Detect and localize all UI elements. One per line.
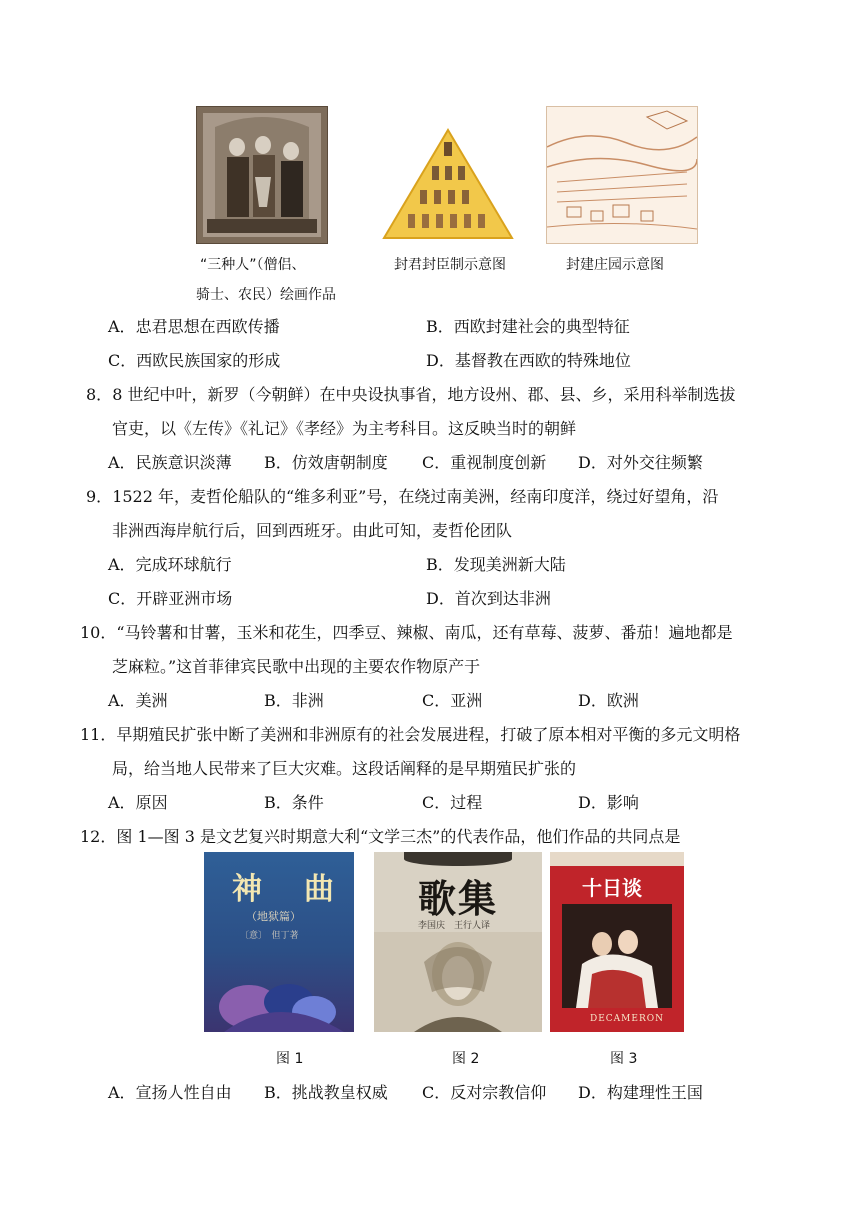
option-letter: C． (422, 453, 451, 472)
book-subtitle: DECAMERON (590, 1014, 664, 1024)
option-letter: A． (108, 691, 136, 710)
option-text: 民族意识淡薄 (135, 453, 232, 472)
book-cover-decameron (550, 852, 684, 1032)
option-letter: C． (108, 589, 137, 608)
question-11-line1 (80, 722, 740, 745)
option-text: 反对宗教信仰 (450, 1083, 547, 1102)
option-letter: D． (426, 589, 455, 608)
book-cover-divine-comedy (204, 852, 354, 1032)
option-letter: C． (422, 793, 451, 812)
option-text: 欧洲 (606, 691, 639, 710)
question-12-line1 (80, 824, 680, 847)
option-q11-c[interactable] (422, 790, 482, 813)
manor-sketch (546, 106, 698, 244)
option-q12-a[interactable] (108, 1080, 232, 1103)
question-stem: “马铃薯和甘薯，玉米和花生，四季豆、辣椒、南瓜，还有草莓、菠萝、番茄！遍地都是 (116, 623, 733, 642)
option-text: 影响 (606, 793, 639, 812)
option-letter: B． (426, 317, 454, 336)
option-text: 构建理性王国 (606, 1083, 703, 1102)
option-text: 非洲 (291, 691, 324, 710)
figure-caption-three-estates-1: “三种人”（僧侣、 (200, 257, 306, 273)
option-letter: D． (578, 453, 607, 472)
option-q8-d[interactable] (578, 450, 703, 473)
option-q8-b[interactable] (264, 450, 388, 473)
option-q11-a[interactable] (108, 790, 168, 813)
option-q12-d[interactable] (578, 1080, 703, 1103)
option-q9-a[interactable] (108, 552, 232, 575)
cover-top-strip (550, 852, 684, 866)
option-text: 过程 (450, 793, 483, 812)
pyramid-icon (382, 128, 514, 240)
option-q9-b[interactable] (426, 552, 566, 575)
option-q10-c[interactable] (422, 688, 482, 711)
option-letter: A． (108, 453, 136, 472)
option-text: 重视制度创新 (450, 453, 547, 472)
book-title: 神 曲 (232, 872, 340, 907)
option-q10-a[interactable] (108, 688, 168, 711)
question-number: 9． (86, 487, 113, 506)
option-text: 原因 (135, 793, 168, 812)
figure-caption-three-estates-2: 骑士、农民）绘画作品 (196, 287, 336, 303)
option-text: 仿效唐朝制度 (291, 453, 388, 472)
option-q7-a[interactable] (108, 314, 280, 337)
question-number: 10． (80, 623, 117, 642)
option-letter: D． (578, 793, 607, 812)
option-text: 美洲 (135, 691, 168, 710)
option-q10-b[interactable] (264, 688, 324, 711)
question-stem: 8 世纪中叶，新罗（今朝鲜）在中央设执事省，地方设州、郡、县、乡，采用科举制选拔 (112, 385, 736, 404)
option-text: 完成环球航行 (135, 555, 232, 574)
option-q7-d[interactable] (426, 348, 631, 371)
three-estates-painting (196, 106, 328, 244)
question-number: 12． (80, 827, 117, 846)
option-letter: D． (578, 1083, 607, 1102)
option-text: 宣扬人性自由 (135, 1083, 232, 1102)
option-letter: B． (426, 555, 454, 574)
option-letter: A． (108, 317, 136, 336)
question-number: 8． (86, 385, 113, 404)
question-10-line1 (80, 620, 733, 643)
option-q9-c[interactable] (108, 586, 232, 609)
option-text: 条件 (291, 793, 324, 812)
option-letter: D． (426, 351, 455, 370)
option-text: 忠君思想在西欧传播 (135, 317, 280, 336)
option-letter: A． (108, 555, 136, 574)
cover-top-band (404, 852, 512, 866)
portrait-icon (374, 932, 542, 1032)
option-text: 发现美洲新大陆 (453, 555, 566, 574)
question-9-line1 (86, 484, 718, 507)
option-text: 首次到达非洲 (454, 589, 551, 608)
figure-caption-2: 图 2 (452, 1051, 480, 1067)
option-text: 开辟亚洲市场 (136, 589, 233, 608)
question-10-line2: 芝麻粒。”这首菲律宾民歌中出现的主要农作物原产于 (112, 657, 481, 676)
option-letter: B． (264, 453, 292, 472)
book-title: 歌集 (418, 876, 499, 921)
question-stem: 早期殖民扩张中断了美洲和非洲原有的社会发展进程，打破了原本相对平衡的多元文明格 (116, 725, 741, 744)
option-q10-d[interactable] (578, 688, 639, 711)
option-letter: C． (422, 691, 451, 710)
option-text: 挑战教皇权威 (291, 1083, 388, 1102)
option-text: 基督教在西欧的特殊地位 (454, 351, 631, 370)
figure-caption-manor: 封建庄园示意图 (566, 257, 664, 273)
option-letter: B． (264, 691, 292, 710)
book-cover-canzoniere (374, 852, 542, 1032)
book-subtitle: （地狱篇） (246, 910, 301, 923)
option-letter: B． (264, 793, 292, 812)
option-q8-a[interactable] (108, 450, 232, 473)
medieval-manuscript-icon (197, 107, 327, 243)
question-8-line1 (86, 382, 735, 405)
option-q7-b[interactable] (426, 314, 630, 337)
option-q7-c[interactable] (108, 348, 280, 371)
divine-comedy-art-icon (204, 952, 354, 1032)
option-letter: B． (264, 1083, 292, 1102)
question-8-line2: 官吏，以《左传》《礼记》《孝经》为主考科目。这反映当时的朝鲜 (112, 419, 577, 438)
question-number: 11． (80, 725, 117, 744)
question-11-line2: 局，给当地人民带来了巨大灾难。这段话阐释的是早期殖民扩张的 (112, 759, 577, 778)
option-q11-d[interactable] (578, 790, 639, 813)
option-text: 对外交往频繁 (606, 453, 703, 472)
book-author: 〔意〕 但丁著 (240, 931, 299, 941)
question-stem: 1522 年，麦哲伦船队的“维多利亚”号，在绕过南美洲，经南印度洋，绕过好望角，沿 (112, 487, 719, 506)
figure-caption-3: 图 3 (610, 1051, 638, 1067)
manor-icon (547, 107, 697, 243)
decameron-painting-icon (562, 904, 672, 1008)
question-9-line2: 非洲西海岸航行后，回到西班牙。由此可知，麦哲伦团队 (112, 521, 513, 540)
option-q9-d[interactable] (426, 586, 551, 609)
option-q12-b[interactable] (264, 1080, 388, 1103)
option-text: 亚洲 (450, 691, 483, 710)
option-q12-c[interactable] (422, 1080, 546, 1103)
option-text: 西欧封建社会的典型特征 (453, 317, 630, 336)
figure-caption-pyramid: 封君封臣制示意图 (394, 257, 506, 273)
option-letter: A． (108, 1083, 136, 1102)
figure-caption-1: 图 1 (276, 1051, 304, 1067)
option-letter: C． (108, 351, 137, 370)
option-letter: C． (422, 1083, 451, 1102)
option-q11-b[interactable] (264, 790, 324, 813)
option-q8-c[interactable] (422, 450, 546, 473)
option-text: 西欧民族国家的形成 (136, 351, 281, 370)
option-letter: D． (578, 691, 607, 710)
book-subtitle: 李国庆 王行人译 (418, 921, 491, 931)
option-letter: A． (108, 793, 136, 812)
question-stem: 图 1—图 3 是文艺复兴时期意大利“文学三杰”的代表作品，他们作品的共同点是 (116, 827, 681, 846)
book-title: 十日谈 (582, 876, 642, 900)
feudal-pyramid-diagram (382, 128, 514, 240)
